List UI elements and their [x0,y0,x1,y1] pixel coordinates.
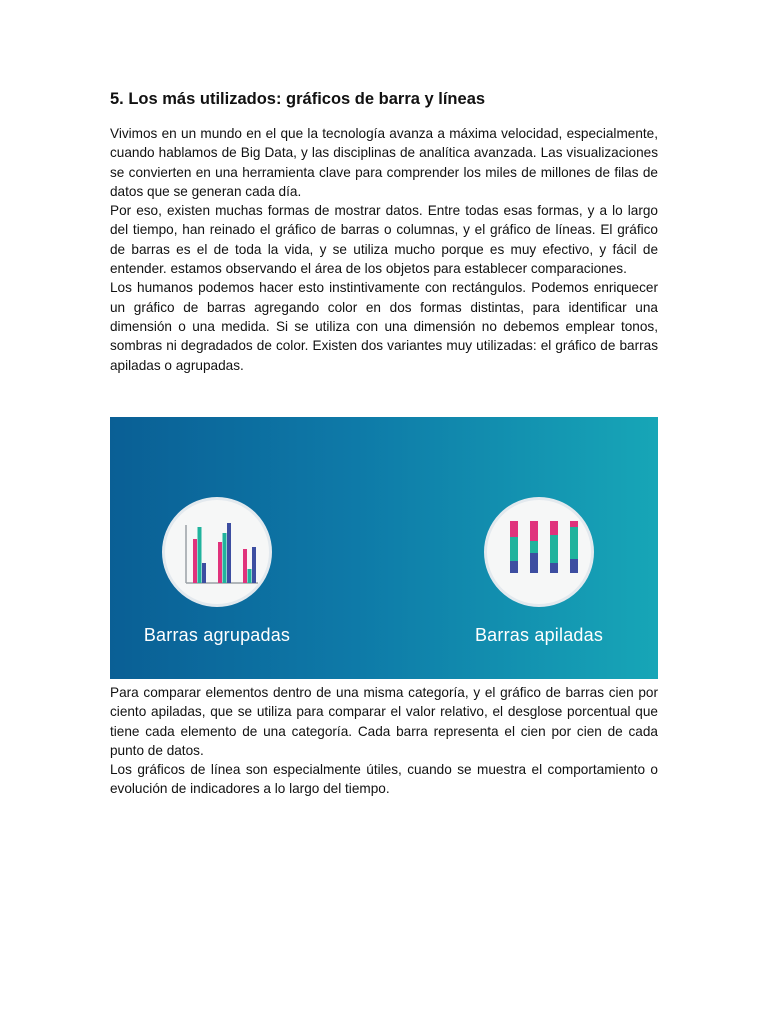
stacked-bar-segment [550,535,558,563]
paragraph: Los gráficos de línea son especialmente útiles, cuando se muestra el comportamiento o evolución de indicadores a lo largo del tiempo. [110,762,658,797]
grouped-bar [223,533,227,583]
body-text-bottom [110,683,658,799]
stacked-bar-segment [510,537,518,561]
stacked-bar-segment [510,561,518,573]
stacked-bar-segment [570,559,578,573]
grouped-bar [218,542,222,583]
paragraph: Por eso, existen muchas formas de mostrar datos. Entre todas esas formas, y a lo largo del tiempo, han reinado el gráfico de barras o columnas, y el gráfico de líneas. El gráfico de barras es el de toda la vida, y se utiliza mucho porque es muy efectivo, y fácil de entender. estamos observando el área de los objetos para establecer comparaciones. [110,203,658,277]
stacked-bar-segment [550,521,558,535]
grouped-bar-chart-icon [162,497,272,607]
grouped-bar [243,549,247,583]
grouped-bars-caption: Barras agrupadas [143,625,291,645]
stacked-bar-segment [530,553,538,573]
stacked-bar-segment [510,521,518,537]
paragraph: Vivimos en un mundo en el que la tecnología avanza a máxima velocidad, especialmente, cuando hablamos de Big Data, y las disciplinas de analítica avanzada. Las visualizaciones se convierten en una herramienta clave para comprender los miles de millones de filas de datos que se generan cada día. [110,126,658,199]
section-heading: 5. Los más utilizados: gráficos de barra y líneas [110,90,486,108]
grouped-bar [248,569,252,583]
bar-chart-types-illustration [110,417,658,679]
stacked-bar-segment [530,521,538,541]
stacked-bar-segment [550,563,558,573]
grouped-bar [227,523,231,583]
grouped-bars-svg [162,497,272,607]
paragraph: Para comparar elementos dentro de una misma categoría, y el gráfico de barras cien por ciento apiladas, que se utiliza para comparar el valor relativo, el desglose porcentual que tiene cada elemento de una categoría. Cada barra representa el cien por cien de cada punto de datos. [110,685,658,758]
grouped-bar [198,527,202,583]
paragraph: Los humanos podemos hacer esto instintivamente con rectángulos. Podemos enriquecer un gráfico de barras agregando color en dos formas distintas, para identificar una dimensión o una medida. Si se utiliza con una dimensión no debemos emplear tonos, sombras ni degradados de color. Existen dos variantes muy utilizadas: el gráfico de barras apiladas o agrupadas. [110,280,658,373]
stacked-bars-svg [484,497,594,607]
body-text-top [110,124,658,375]
stacked-bar-segment [570,521,578,527]
stacked-bar-segment [570,527,578,559]
stacked-bar-segment [530,541,538,553]
stacked-bars-caption: Barras apiladas [474,625,604,645]
grouped-bar [193,539,197,583]
stacked-bar-chart-icon [484,497,594,607]
grouped-bar [252,547,256,583]
grouped-bar [202,563,206,583]
